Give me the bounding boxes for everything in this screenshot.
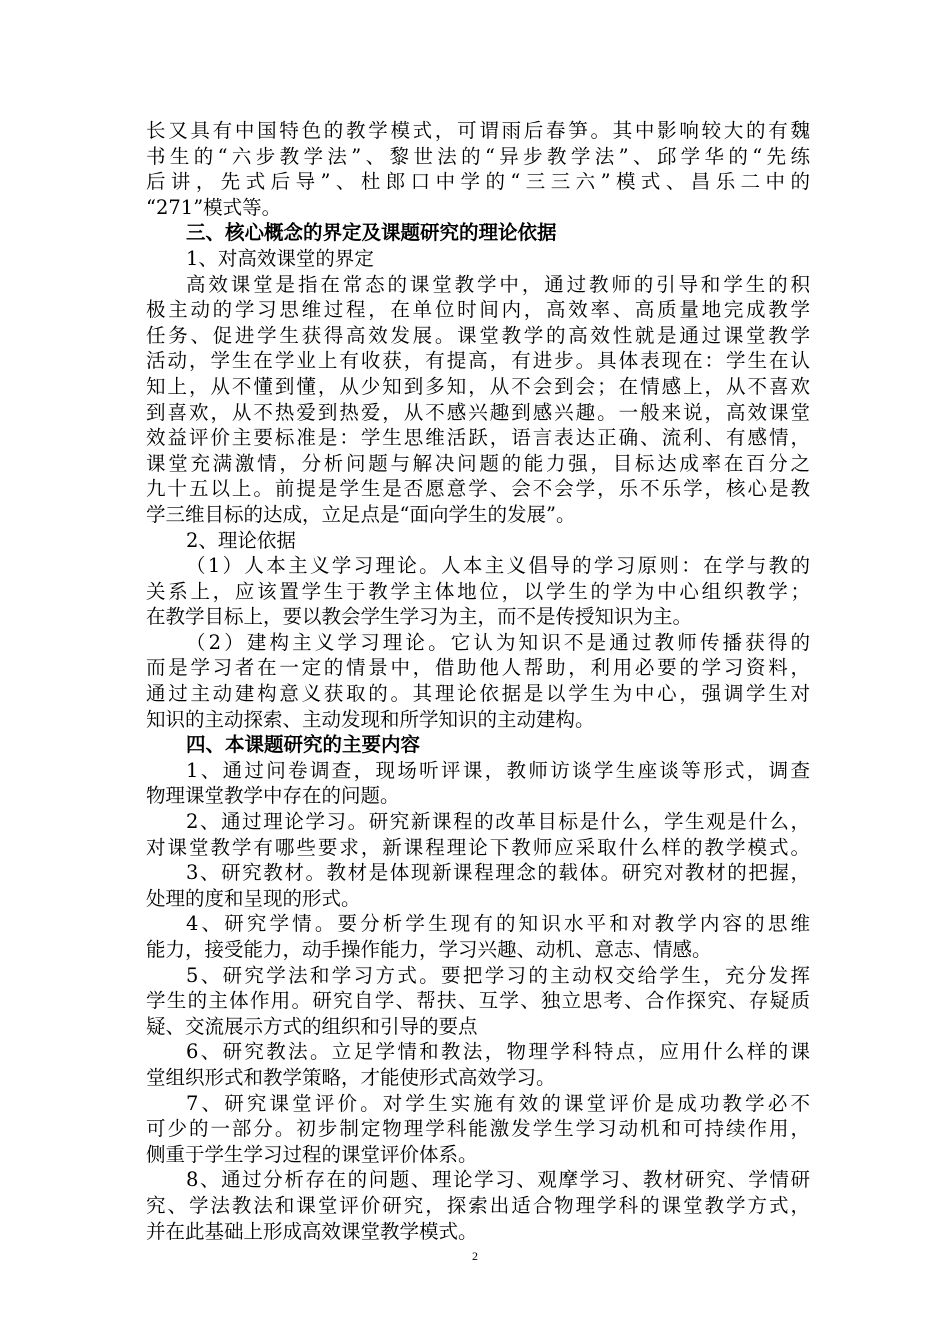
- text-line: 九十五以上。前提是学生是否愿意学、会不会学，乐不乐学，核心是教: [146, 477, 810, 501]
- text-line: 并在此基础上形成高效课堂教学模式。: [146, 1219, 478, 1243]
- text-line: 3、研究教材。教材是体现新课程理念的载体。研究对教材的把握，: [186, 861, 810, 885]
- text-line: 物理课堂教学中存在的问题。: [146, 784, 400, 808]
- text-line: 任务、促进学生获得高效发展。课堂教学的高效性就是通过课堂教学: [146, 323, 810, 347]
- text-line: 效益评价主要标准是：学生思维活跃，语言表达正确、流利、有感情，: [146, 426, 810, 450]
- text-line: 学三维目标的达成，立足点是“面向学生的发展”。: [146, 502, 576, 526]
- text-line: “271”模式等。: [146, 195, 282, 219]
- text-line: 2、通过理论学习。研究新课程的改革目标是什么，学生观是什么，: [186, 810, 810, 834]
- text-line: （2）建构主义学习理论。它认为知识不是通过教师传播获得的: [186, 630, 810, 654]
- text-line: 1、对高效课堂的界定: [186, 246, 374, 270]
- text-line: 书生的“六步教学法”、黎世法的“异步教学法”、邱学华的“先练: [146, 144, 810, 168]
- text-line: 6、研究教法。立足学情和教法，物理学科特点，应用什么样的课: [186, 1040, 810, 1064]
- text-line: 到喜欢，从不热爱到热爱，从不感兴趣到感兴趣。一般来说，高效课堂: [146, 400, 810, 424]
- text-line: 8、通过分析存在的问题、理论学习、观摩学习、教材研究、学情研: [186, 1168, 810, 1192]
- text-line: 5、研究学法和学习方式。要把学习的主动权交给学生，充分发挥: [186, 963, 810, 987]
- text-line: 在教学目标上，要以教会学生学习为主，而不是传授知识为主。: [146, 605, 693, 629]
- text-line: 极主动的学习思维过程，在单位时间内，高效率、高质量地完成教学: [146, 298, 810, 322]
- text-line: 侧重于学生学习过程的课堂评价体系。: [146, 1142, 478, 1166]
- text-line: 知上，从不懂到懂，从少知到多知，从不会到会；在情感上，从不喜欢: [146, 374, 810, 398]
- page-number: 2: [472, 1249, 478, 1263]
- text-line: 高效课堂是指在常态的课堂教学中，通过教师的引导和学生的积: [186, 272, 810, 296]
- text-line: 能力，接受能力，动手操作能力，学习兴趣、动机、意志、情感。: [146, 938, 712, 961]
- text-line: 究、学法教法和课堂评价研究，探索出适合物理学科的课堂教学方式，: [146, 1193, 810, 1217]
- text-line: 疑、交流展示方式的组织和引导的要点: [146, 1014, 478, 1038]
- text-line: 1、通过问卷调查，现场听评课，教师访谈学生座谈等形式，调查: [186, 758, 810, 782]
- text-line: 知识的主动探索、主动发现和所学知识的主动建构。: [146, 707, 595, 731]
- text-line: 7、研究课堂评价。对学生实施有效的课堂评价是成功教学必不: [186, 1091, 810, 1115]
- document-body: [146, 118, 810, 1244]
- text-line: 课堂充满激情，分析问题与解决问题的能力强，目标达成率在百分之: [146, 451, 810, 475]
- text-line: 2、理论依据: [186, 528, 296, 552]
- text-line: 长又具有中国特色的教学模式，可谓雨后春笋。其中影响较大的有魏: [146, 119, 810, 142]
- text-line: 堂组织形式和教学策略，才能使形式高效学习。: [146, 1065, 556, 1089]
- section-heading: 三、核心概念的界定及课题研究的理论依据: [186, 221, 557, 245]
- section-heading: 四、本课题研究的主要内容: [186, 733, 421, 757]
- text-line: 关系上，应该置学生于教学主体地位，以学生的学为中心组织教学；: [146, 579, 810, 603]
- text-line: 活动，学生在学业上有收获，有提高，有进步。具体表现在：学生在认: [146, 349, 810, 373]
- text-line: 可少的一部分。初步制定物理学科能激发学生学习动机和可持续作用，: [146, 1117, 810, 1141]
- text-line: （1）人本主义学习理论。人本主义倡导的学习原则：在学与教的: [186, 554, 810, 578]
- text-line: 4、研究学情。要分析学生现有的知识水平和对教学内容的思维: [186, 912, 810, 936]
- text-line: 通过主动建构意义获取的。其理论依据是以学生为中心，强调学生对: [146, 682, 810, 706]
- text-line: 处理的度和呈现的形式。: [146, 886, 361, 910]
- text-line: 对课堂教学有哪些要求，新课程理论下教师应采取什么样的教学模式。: [146, 835, 810, 859]
- text-line: 后讲，先式后导”、杜郎口中学的“三三六”模式、昌乐二中的: [146, 170, 810, 194]
- text-line: 学生的主体作用。研究自学、帮扶、互学、独立思考、合作探究、存疑质: [146, 989, 810, 1013]
- text-line: 而是学习者在一定的情景中，借助他人帮助，利用必要的学习资料，: [146, 656, 810, 680]
